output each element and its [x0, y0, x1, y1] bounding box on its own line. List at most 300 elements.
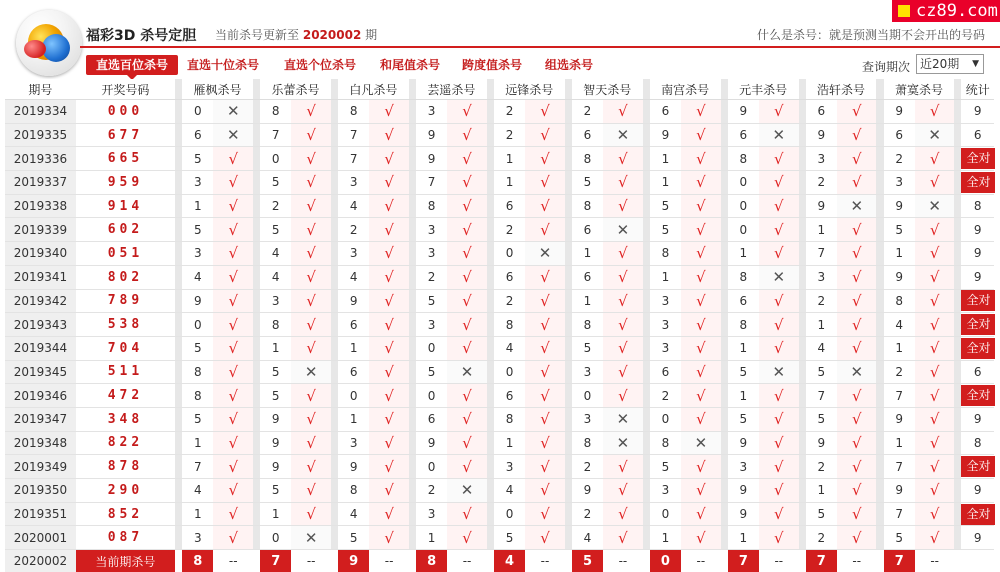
- check-mark-icon: √: [837, 313, 876, 337]
- col-separator: [565, 503, 572, 527]
- check-mark-icon: √: [915, 242, 954, 266]
- col-separator: [721, 455, 728, 479]
- check-mark-icon: √: [759, 432, 798, 456]
- winning-number-cell: 511: [76, 361, 175, 385]
- issue-cell: 2019348: [5, 432, 76, 456]
- col-separator: [721, 503, 728, 527]
- stat-cell: [961, 266, 994, 290]
- kill-number-cell: 8: [338, 100, 369, 124]
- pending-result: --: [213, 550, 252, 572]
- col-separator: [643, 171, 650, 195]
- issue-cell: 2019346: [5, 384, 76, 408]
- kill-number-cell: 7: [884, 455, 915, 479]
- check-mark-icon: √: [681, 147, 720, 171]
- kill-number-cell: 5: [884, 218, 915, 242]
- tab-span-kill[interactable]: 跨度值杀号: [462, 58, 523, 72]
- kill-number-cell: 6: [572, 266, 603, 290]
- kill-number-cell: 0: [260, 526, 291, 550]
- check-mark-icon: √: [915, 526, 954, 550]
- kill-number-cell: 1: [884, 337, 915, 361]
- check-mark-icon: √: [213, 171, 252, 195]
- check-mark-icon: √: [525, 479, 564, 503]
- current-kill-number: 7: [806, 550, 837, 572]
- check-mark-icon: √: [525, 384, 564, 408]
- col-separator: [409, 408, 416, 432]
- all-correct-badge[interactable]: 全对: [961, 385, 995, 406]
- table-row: [5, 242, 994, 266]
- kill-number-cell: 3: [182, 171, 213, 195]
- col-separator: [175, 337, 182, 361]
- all-correct-badge[interactable]: 全对: [961, 148, 995, 169]
- kill-number-cell: 2: [494, 218, 525, 242]
- col-separator: [643, 218, 650, 242]
- check-mark-icon: √: [759, 503, 798, 527]
- kill-number-cell: 3: [416, 242, 447, 266]
- check-mark-icon: √: [291, 242, 330, 266]
- kill-number-cell: 1: [806, 479, 837, 503]
- kill-number-cell: 9: [884, 479, 915, 503]
- stat-value: 8: [973, 435, 982, 450]
- col-separator: [954, 100, 961, 124]
- all-correct-badge[interactable]: 全对: [961, 456, 995, 477]
- col-separator: [253, 171, 260, 195]
- col-separator: [409, 313, 416, 337]
- kill-number-cell: 1: [182, 195, 213, 219]
- col-separator: [253, 290, 260, 314]
- tab-units-kill[interactable]: 直选个位杀号: [284, 58, 357, 72]
- col-separator: [487, 266, 494, 290]
- col-separator: [565, 384, 572, 408]
- header-divider: [80, 46, 1000, 48]
- check-mark-icon: √: [837, 408, 876, 432]
- check-mark-icon: √: [291, 432, 330, 456]
- kill-number-cell: 5: [416, 361, 447, 385]
- kill-number-cell: 9: [806, 432, 837, 456]
- check-mark-icon: √: [447, 124, 486, 148]
- kill-number-cell: 6: [494, 195, 525, 219]
- kill-number-cell: 2: [806, 526, 837, 550]
- check-mark-icon: √: [837, 124, 876, 148]
- tab-sum-tail-kill[interactable]: 和尾值杀号: [380, 58, 441, 72]
- check-mark-icon: √: [291, 124, 330, 148]
- col-separator: [331, 79, 338, 100]
- col-separator: [175, 147, 182, 171]
- col-separator: [799, 290, 806, 314]
- col-separator: [487, 218, 494, 242]
- kill-number-cell: 2: [494, 100, 525, 124]
- table-row: [5, 432, 994, 456]
- kill-number-cell: 5: [416, 290, 447, 314]
- col-separator: [876, 100, 883, 124]
- col-separator: [799, 479, 806, 503]
- col-separator: [487, 503, 494, 527]
- col-separator: [409, 432, 416, 456]
- winning-number-cell: 822: [76, 432, 175, 456]
- check-mark-icon: √: [525, 195, 564, 219]
- check-mark-icon: √: [369, 266, 408, 290]
- check-mark-icon: √: [525, 266, 564, 290]
- kill-number-cell: 1: [494, 147, 525, 171]
- stat-cell: [961, 218, 994, 242]
- winning-number-cell: 802: [76, 266, 175, 290]
- check-mark-icon: √: [213, 337, 252, 361]
- kill-number-cell: 8: [650, 432, 681, 456]
- check-mark-icon: √: [525, 124, 564, 148]
- check-mark-icon: √: [837, 100, 876, 124]
- kill-number-cell: 1: [806, 218, 837, 242]
- kill-number-cell: 5: [806, 361, 837, 385]
- stat-cell: [961, 432, 994, 456]
- kill-number-cell: 5: [650, 218, 681, 242]
- check-mark-icon: √: [759, 408, 798, 432]
- check-mark-icon: √: [837, 242, 876, 266]
- col-separator: [253, 408, 260, 432]
- check-mark-icon: √: [369, 147, 408, 171]
- check-mark-icon: √: [603, 266, 642, 290]
- pending-result: --: [447, 550, 486, 572]
- col-separator: [643, 100, 650, 124]
- kill-number-cell: 6: [494, 384, 525, 408]
- check-mark-icon: √: [291, 195, 330, 219]
- kill-number-cell: 3: [572, 408, 603, 432]
- cross-icon: ✕: [291, 361, 330, 385]
- check-mark-icon: √: [213, 455, 252, 479]
- col-separator: [175, 479, 182, 503]
- col-separator: [487, 384, 494, 408]
- kill-number-cell: 9: [416, 124, 447, 148]
- kill-number-cell: 3: [884, 171, 915, 195]
- kill-number-cell: 1: [416, 526, 447, 550]
- check-mark-icon: √: [915, 266, 954, 290]
- col-separator: [799, 242, 806, 266]
- col-separator: [876, 384, 883, 408]
- check-mark-icon: √: [759, 100, 798, 124]
- kill-number-cell: 5: [338, 526, 369, 550]
- col-separator: [331, 290, 338, 314]
- cross-icon: ✕: [291, 526, 330, 550]
- issue-cell: 2019335: [5, 124, 76, 148]
- col-separator: [721, 100, 728, 124]
- col-separator: [799, 550, 806, 572]
- all-correct-badge[interactable]: 全对: [961, 504, 995, 525]
- col-separator: [253, 550, 260, 572]
- tab-group-kill[interactable]: 组选杀号: [545, 58, 594, 72]
- kill-number-tip: 什么是杀号：就是预测当期不会开出的号码: [756, 28, 985, 42]
- check-mark-icon: √: [603, 479, 642, 503]
- kill-number-cell: 5: [806, 408, 837, 432]
- check-mark-icon: √: [213, 526, 252, 550]
- col-separator: [643, 242, 650, 266]
- pending-result: --: [369, 550, 408, 572]
- col-separator: [721, 432, 728, 456]
- kill-number-cell: 5: [260, 384, 291, 408]
- col-separator: [253, 361, 260, 385]
- check-mark-icon: √: [525, 432, 564, 456]
- stat-value: 9: [973, 104, 982, 119]
- kill-number-cell: 2: [572, 503, 603, 527]
- check-mark-icon: √: [447, 455, 486, 479]
- col-separator: [487, 195, 494, 219]
- col-separator: [331, 195, 338, 219]
- col-separator: [331, 124, 338, 148]
- col-separator: [876, 503, 883, 527]
- col-separator: [331, 479, 338, 503]
- winning-number-cell: 348: [76, 408, 175, 432]
- kill-number-cell: 9: [884, 408, 915, 432]
- kill-number-cell: 4: [494, 337, 525, 361]
- col-separator: [331, 361, 338, 385]
- col-separator: [409, 337, 416, 361]
- check-mark-icon: √: [837, 290, 876, 314]
- kill-number-cell: 0: [728, 218, 759, 242]
- stat-value: 9: [973, 246, 982, 261]
- kill-number-cell: 0: [494, 503, 525, 527]
- update-suffix: 期: [365, 28, 378, 42]
- check-mark-icon: √: [681, 124, 720, 148]
- check-mark-icon: √: [213, 432, 252, 456]
- check-mark-icon: √: [447, 503, 486, 527]
- col-separator: [799, 100, 806, 124]
- col-separator: [721, 313, 728, 337]
- col-separator: [565, 313, 572, 337]
- col-separator: [643, 526, 650, 550]
- col-separator: [643, 290, 650, 314]
- check-mark-icon: √: [447, 147, 486, 171]
- col-separator: [175, 361, 182, 385]
- kill-number-cell: 3: [650, 313, 681, 337]
- kill-number-cell: 8: [572, 147, 603, 171]
- col-separator: [643, 124, 650, 148]
- col-separator: [565, 242, 572, 266]
- col-separator: [643, 455, 650, 479]
- kill-number-cell: 9: [338, 455, 369, 479]
- tab-tens-kill[interactable]: 直选十位杀号: [187, 58, 260, 72]
- col-separator: [487, 432, 494, 456]
- col-separator: [487, 242, 494, 266]
- col-separator: [331, 432, 338, 456]
- check-mark-icon: √: [447, 195, 486, 219]
- update-prefix: 当前杀号更新至: [215, 28, 300, 42]
- col-separator: [954, 218, 961, 242]
- col-separator: [799, 79, 806, 100]
- col-separator: [721, 408, 728, 432]
- kill-number-cell: 1: [338, 408, 369, 432]
- pending-result: --: [681, 550, 720, 572]
- winning-number-cell: 789: [76, 290, 175, 314]
- kill-number-cell: 8: [494, 313, 525, 337]
- stat-cell: [961, 124, 994, 148]
- table-header: [5, 79, 994, 100]
- check-mark-icon: √: [915, 337, 954, 361]
- col-header-stat: 统计: [961, 79, 994, 100]
- check-mark-icon: √: [213, 408, 252, 432]
- check-mark-icon: √: [291, 290, 330, 314]
- check-mark-icon: √: [213, 361, 252, 385]
- winning-number-cell: 051: [76, 242, 175, 266]
- check-mark-icon: √: [759, 290, 798, 314]
- check-mark-icon: √: [369, 337, 408, 361]
- check-mark-icon: √: [369, 503, 408, 527]
- table-row: [5, 171, 994, 195]
- kill-number-cell: 3: [650, 479, 681, 503]
- kill-number-cell: 2: [416, 479, 447, 503]
- current-kill-number: 8: [416, 550, 447, 572]
- kill-number-cell: 2: [338, 218, 369, 242]
- tab-hundreds-kill[interactable]: 直选百位杀号: [86, 55, 178, 75]
- col-separator: [721, 124, 728, 148]
- kill-number-cell: 8: [494, 408, 525, 432]
- kill-number-cell: 4: [338, 503, 369, 527]
- col-separator: [721, 147, 728, 171]
- kill-number-cell: 1: [806, 313, 837, 337]
- check-mark-icon: √: [447, 384, 486, 408]
- current-kill-number: 8: [182, 550, 213, 572]
- check-mark-icon: √: [213, 384, 252, 408]
- kill-number-cell: 9: [884, 266, 915, 290]
- col-separator: [175, 79, 182, 100]
- check-mark-icon: √: [213, 242, 252, 266]
- kill-number-cell: 0: [728, 195, 759, 219]
- col-separator: [799, 147, 806, 171]
- col-separator: [954, 79, 961, 100]
- col-separator: [409, 550, 416, 572]
- check-mark-icon: √: [681, 384, 720, 408]
- col-separator: [253, 384, 260, 408]
- col-separator: [409, 100, 416, 124]
- pending-result: --: [603, 550, 642, 572]
- all-correct-badge[interactable]: 全对: [961, 338, 995, 359]
- kill-number-cell: 1: [650, 266, 681, 290]
- col-separator: [799, 171, 806, 195]
- check-mark-icon: √: [603, 195, 642, 219]
- issue-cell: 2020001: [5, 526, 76, 550]
- col-separator: [487, 290, 494, 314]
- col-separator: [331, 171, 338, 195]
- check-mark-icon: √: [369, 313, 408, 337]
- pending-result: --: [759, 550, 798, 572]
- issue-cell: 2019341: [5, 266, 76, 290]
- col-separator: [954, 550, 961, 572]
- col-separator: [331, 337, 338, 361]
- stat-value: 9: [973, 270, 982, 285]
- kill-number-cell: 3: [338, 242, 369, 266]
- check-mark-icon: √: [759, 195, 798, 219]
- kill-number-cell: 7: [806, 384, 837, 408]
- col-separator: [954, 147, 961, 171]
- check-mark-icon: √: [915, 503, 954, 527]
- check-mark-icon: √: [447, 408, 486, 432]
- check-mark-icon: √: [603, 384, 642, 408]
- col-separator: [175, 266, 182, 290]
- check-mark-icon: √: [759, 147, 798, 171]
- issue-cell: 2019349: [5, 455, 76, 479]
- col-separator: [643, 266, 650, 290]
- cross-icon: ✕: [603, 218, 642, 242]
- query-period-select[interactable]: [916, 54, 984, 74]
- stat-cell: [961, 361, 994, 385]
- col-separator: [175, 290, 182, 314]
- col-separator: [175, 100, 182, 124]
- check-mark-icon: √: [681, 337, 720, 361]
- col-separator: [253, 455, 260, 479]
- check-mark-icon: √: [603, 526, 642, 550]
- col-separator: [409, 266, 416, 290]
- check-mark-icon: √: [447, 313, 486, 337]
- all-correct-badge[interactable]: 全对: [961, 290, 995, 311]
- kill-number-cell: 1: [572, 290, 603, 314]
- kill-number-cell: 9: [884, 100, 915, 124]
- table-row: [5, 147, 994, 171]
- kill-number-cell: 4: [806, 337, 837, 361]
- col-separator: [799, 218, 806, 242]
- check-mark-icon: √: [369, 218, 408, 242]
- col-separator: [799, 408, 806, 432]
- stat-cell: [961, 408, 994, 432]
- update-info: [215, 26, 377, 43]
- kill-number-cell: 3: [338, 432, 369, 456]
- check-mark-icon: √: [915, 218, 954, 242]
- kill-number-cell: 4: [494, 479, 525, 503]
- all-correct-badge[interactable]: 全对: [961, 172, 995, 193]
- col-separator: [175, 455, 182, 479]
- kill-number-cell: 8: [728, 313, 759, 337]
- kill-number-cell: 5: [182, 218, 213, 242]
- kill-number-cell: 2: [884, 361, 915, 385]
- kill-number-cell: 0: [182, 100, 213, 124]
- kill-table: [5, 79, 994, 572]
- col-separator: [253, 218, 260, 242]
- col-separator: [175, 432, 182, 456]
- kill-number-cell: 9: [806, 124, 837, 148]
- check-mark-icon: √: [213, 290, 252, 314]
- col-header-expert: 白凡杀号: [338, 79, 409, 100]
- col-separator: [876, 124, 883, 148]
- check-mark-icon: √: [369, 242, 408, 266]
- col-separator: [331, 147, 338, 171]
- winning-number-cell: 472: [76, 384, 175, 408]
- col-separator: [954, 408, 961, 432]
- table-row: [5, 526, 994, 550]
- kill-number-cell: 1: [572, 242, 603, 266]
- issue-cell: 2019342: [5, 290, 76, 314]
- site-brand[interactable]: [892, 0, 1000, 22]
- kill-number-cell: 0: [416, 337, 447, 361]
- check-mark-icon: √: [915, 432, 954, 456]
- check-mark-icon: √: [369, 479, 408, 503]
- check-mark-icon: √: [213, 195, 252, 219]
- check-mark-icon: √: [681, 455, 720, 479]
- all-correct-badge[interactable]: 全对: [961, 314, 995, 335]
- kill-number-cell: 1: [494, 171, 525, 195]
- issue-cell: 2019345: [5, 361, 76, 385]
- check-mark-icon: √: [681, 195, 720, 219]
- col-separator: [954, 171, 961, 195]
- cross-icon: ✕: [915, 195, 954, 219]
- kill-number-cell: 8: [260, 100, 291, 124]
- winning-number-cell: 704: [76, 337, 175, 361]
- check-mark-icon: √: [681, 218, 720, 242]
- current-issue-row: [5, 550, 994, 572]
- cross-icon: ✕: [213, 124, 252, 148]
- kill-number-cell: 9: [572, 479, 603, 503]
- check-mark-icon: √: [369, 432, 408, 456]
- kill-number-cell: 5: [572, 171, 603, 195]
- issue-cell: 2019344: [5, 337, 76, 361]
- kill-number-cell: 7: [416, 171, 447, 195]
- check-mark-icon: √: [603, 242, 642, 266]
- kill-number-cell: 3: [572, 361, 603, 385]
- kill-number-cell: 3: [494, 455, 525, 479]
